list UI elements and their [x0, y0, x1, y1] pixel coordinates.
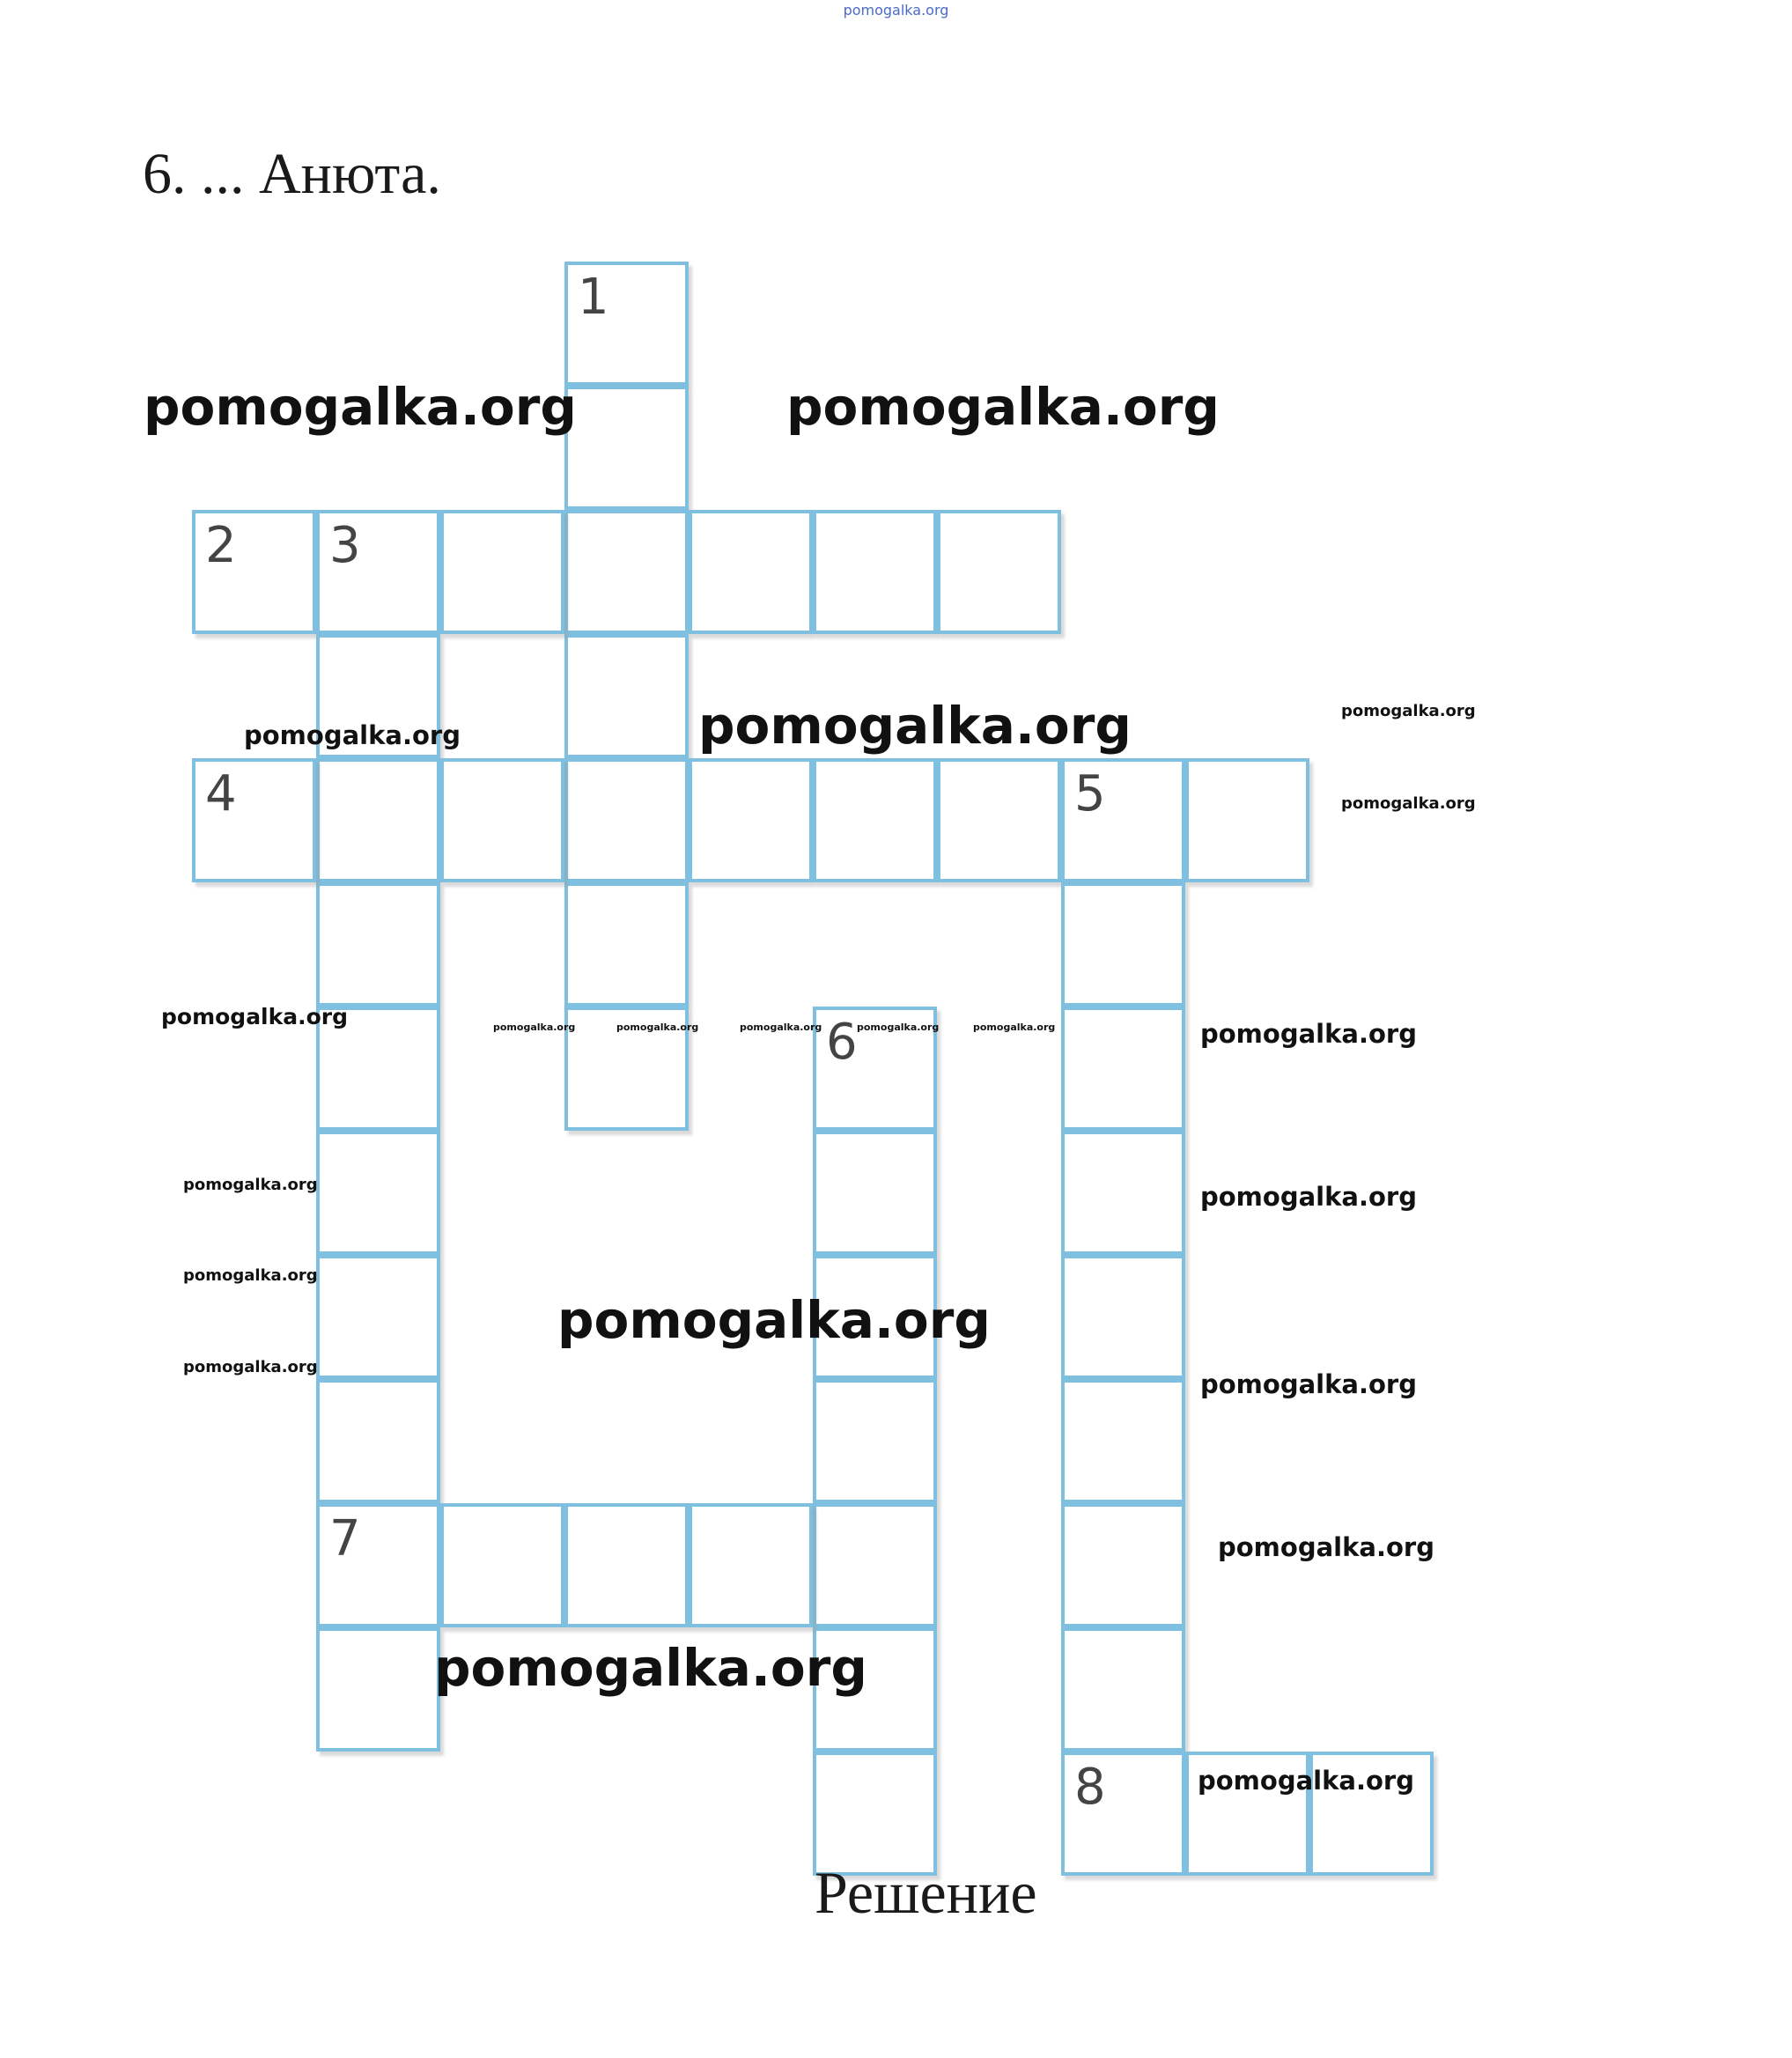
crossword-cell — [813, 1131, 937, 1255]
crossword-cell — [1061, 882, 1185, 1007]
crossword-cell — [813, 1503, 937, 1627]
watermark: pomogalka.org — [786, 377, 1220, 437]
crossword-cell — [1061, 1379, 1185, 1503]
watermark: pomogalka.org — [183, 1266, 318, 1285]
crossword-cell — [316, 1131, 440, 1255]
crossword-cell — [937, 510, 1061, 634]
crossword-cell — [1061, 1752, 1185, 1876]
crossword-cell — [564, 1503, 689, 1627]
watermark: pomogalka.org — [740, 1022, 822, 1033]
watermark: pomogalka.org — [698, 696, 1132, 756]
watermark: pomogalka.org — [857, 1022, 940, 1033]
clue-number: 4 — [205, 765, 237, 822]
crossword-cell — [316, 510, 440, 634]
crossword-cell — [440, 758, 564, 882]
crossword-cell — [813, 1752, 937, 1876]
crossword-cell — [564, 510, 689, 634]
crossword-cell — [316, 1255, 440, 1379]
crossword-cell — [316, 1379, 440, 1503]
crossword-cell — [192, 510, 316, 634]
crossword-cell — [689, 1503, 813, 1627]
crossword-cell — [937, 758, 1061, 882]
site-watermark-top: pomogalka.org — [843, 2, 949, 18]
crossword-cell — [564, 634, 689, 758]
watermark: pomogalka.org — [183, 1358, 318, 1376]
clue-number: 2 — [205, 517, 237, 574]
watermark: pomogalka.org — [1200, 1019, 1417, 1049]
watermark: pomogalka.org — [1200, 1369, 1417, 1399]
crossword-cell — [564, 386, 689, 510]
clue-number: 6 — [826, 1014, 858, 1071]
watermark: pomogalka.org — [244, 720, 461, 750]
crossword-cell — [689, 510, 813, 634]
watermark: pomogalka.org — [1198, 1766, 1414, 1796]
crossword-cell — [1061, 1007, 1185, 1131]
clue-number: 8 — [1074, 1759, 1106, 1816]
watermark: pomogalka.org — [434, 1638, 867, 1698]
watermark: pomogalka.org — [557, 1290, 991, 1350]
crossword-cell — [564, 262, 689, 386]
watermark: pomogalka.org — [973, 1022, 1056, 1033]
watermark: pomogalka.org — [144, 377, 577, 437]
crossword-cell — [689, 758, 813, 882]
crossword-cell — [316, 882, 440, 1007]
crossword-cell — [316, 758, 440, 882]
crossword-cell — [1061, 1627, 1185, 1752]
watermark: pomogalka.org — [493, 1022, 576, 1033]
crossword-cell — [192, 758, 316, 882]
watermark: pomogalka.org — [1218, 1532, 1434, 1562]
crossword-cell — [564, 882, 689, 1007]
crossword-cell — [813, 510, 937, 634]
watermark: pomogalka.org — [161, 1004, 349, 1029]
clue-number: 5 — [1074, 765, 1106, 822]
crossword-cell — [813, 1379, 937, 1503]
crossword-cell — [1185, 758, 1309, 882]
crossword-cell — [316, 1627, 440, 1752]
watermark: pomogalka.org — [1341, 794, 1476, 813]
crossword-cell — [1061, 1255, 1185, 1379]
crossword-cell — [813, 758, 937, 882]
crossword-cell — [316, 1503, 440, 1627]
clue-number: 7 — [329, 1510, 361, 1567]
clue-text: 6. ... Анюта. — [143, 142, 441, 206]
crossword-cell — [440, 510, 564, 634]
crossword-cell — [1061, 1503, 1185, 1627]
clue-number: 1 — [578, 269, 609, 326]
clue-number: 3 — [329, 517, 361, 574]
crossword-cell — [564, 758, 689, 882]
watermark: pomogalka.org — [616, 1022, 699, 1033]
solution-label: Решение — [815, 1859, 1037, 1926]
crossword-cell — [1061, 758, 1185, 882]
crossword-cell — [1061, 1131, 1185, 1255]
crossword-cell — [440, 1503, 564, 1627]
watermark: pomogalka.org — [1341, 702, 1476, 720]
watermark: pomogalka.org — [1200, 1182, 1417, 1212]
watermark: pomogalka.org — [183, 1176, 318, 1194]
